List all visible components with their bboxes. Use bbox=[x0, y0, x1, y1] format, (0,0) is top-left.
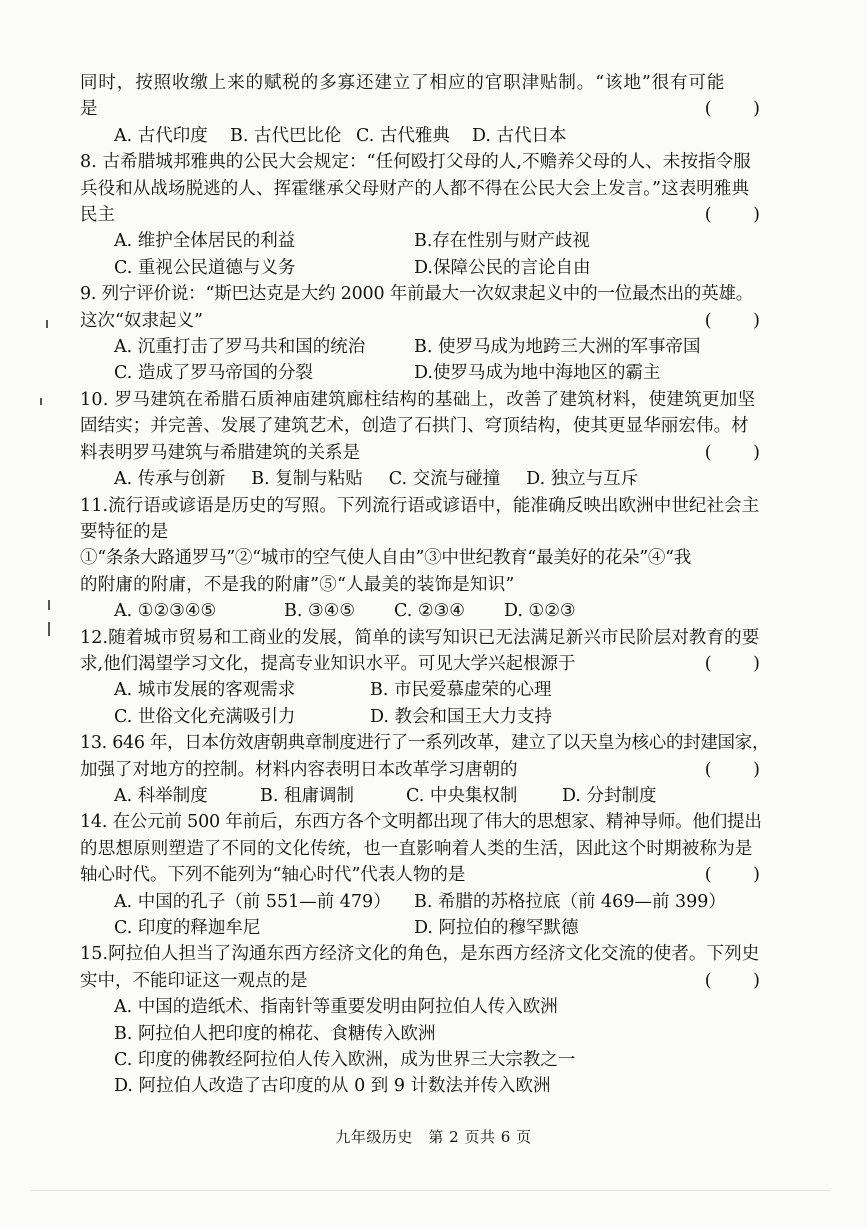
q11-line-4: 的附庸的附庸，不是我的附庸”⑤“人最美的装饰是知识” bbox=[80, 574, 515, 595]
q13-stem-end bbox=[80, 757, 780, 783]
q11-option-c[interactable]: C. ②③④ bbox=[394, 601, 465, 622]
q14-option-a[interactable]: A. 中国的孔子（前 551—前 479） bbox=[114, 891, 391, 912]
q12-line-2: 求,他们渴望学习文化，提高专业知识水平。可见大学兴起根源于 bbox=[80, 653, 576, 674]
q15-stem-end bbox=[80, 968, 780, 994]
q11-line-1: 11.流行语或谚语是历史的写照。下列流行语或谚语中，能准确反映出欧洲中世纪社会主 bbox=[80, 495, 760, 516]
q7-options bbox=[80, 123, 780, 149]
q11-line-3: ①“条条大路通罗马”②“城市的空气使人自由”③中世纪教育“最美好的花朵”④“我 bbox=[80, 548, 691, 569]
q7-answer-blank[interactable]: ( ) bbox=[704, 99, 778, 120]
q7-line-2: 是 bbox=[80, 99, 98, 120]
q8-options-row-2 bbox=[80, 255, 780, 281]
q12-options-row-1 bbox=[80, 677, 780, 703]
q10-option-b[interactable]: B. 复制与粘贴 bbox=[251, 469, 363, 490]
page-footer: 九年级历史 第 2 页共 6 页 bbox=[335, 1128, 532, 1146]
q9-option-c[interactable]: C. 造成了罗马帝国的分裂 bbox=[114, 363, 313, 384]
q9-options-row-1 bbox=[80, 334, 780, 360]
q8-answer-blank[interactable]: ( ) bbox=[704, 205, 778, 226]
q15-answer-blank[interactable]: ( ) bbox=[704, 970, 778, 991]
q13-option-a[interactable]: A. 科举制度 bbox=[114, 785, 208, 806]
q13-option-d[interactable]: D. 分封制度 bbox=[562, 785, 657, 806]
bottom-divider bbox=[30, 1190, 830, 1191]
q9-option-d[interactable]: D.使罗马成为地中海地区的霸主 bbox=[414, 363, 661, 384]
q15-option-c-row bbox=[80, 1047, 780, 1073]
scan-mark bbox=[48, 622, 50, 636]
q7-option-a[interactable]: A. 古代印度 bbox=[114, 125, 208, 146]
q13-option-c[interactable]: C. 中央集权制 bbox=[406, 785, 518, 806]
q8-option-b[interactable]: B.存在性别与财产歧视 bbox=[414, 231, 590, 252]
q11-option-d[interactable]: D. ①②③ bbox=[504, 601, 576, 622]
q13-line-2: 加强了对地方的控制。材料内容表明日本改革学习唐朝的 bbox=[80, 759, 518, 780]
q9-answer-blank[interactable]: ( ) bbox=[704, 310, 778, 331]
q15-line-1: 15.阿拉伯人担当了沟通东西方经济文化的角色，是东西方经济文化交流的使者。下列史 bbox=[80, 944, 760, 965]
q10-option-c[interactable]: C. 交流与碰撞 bbox=[388, 469, 501, 490]
q14-options-row-1 bbox=[80, 889, 780, 915]
q7-line-1: 同时，按照收缴上来的赋税的多寡还建立了相应的官职津贴制。“该地”很有可能 bbox=[80, 73, 726, 93]
scan-mark bbox=[48, 600, 50, 610]
q13-option-b[interactable]: B. 租庸调制 bbox=[260, 785, 354, 806]
q13-line-1: 13. 646 年，日本仿效唐朝典章制度进行了一系列改革，建立了以天皇为核心的封建国家， bbox=[80, 733, 770, 754]
q15-option-c[interactable]: C. 印度的佛教经阿拉伯人传入欧洲，成为世界三大宗教之一 bbox=[114, 1050, 576, 1071]
q12-answer-blank[interactable]: ( ) bbox=[704, 653, 778, 674]
q12-option-d[interactable]: D. 教会和国王大力支持 bbox=[370, 706, 553, 727]
q11-line-2: 要特征的是 bbox=[80, 521, 169, 542]
q8-line-3: 民主 bbox=[80, 205, 115, 226]
q14-option-c[interactable]: C. 印度的释迦牟尼 bbox=[114, 918, 261, 938]
q9-line-2: 这次“奴隶起义” bbox=[80, 310, 203, 331]
q14-option-d[interactable]: D. 阿拉伯的穆罕默德 bbox=[414, 918, 579, 938]
q14-answer-blank[interactable]: ( ) bbox=[704, 865, 778, 886]
q11-option-b[interactable]: B. ③④⑤ bbox=[284, 601, 356, 622]
q14-line-1: 14. 在公元前 500 年前后，东西方各个文明都出现了伟大的思想家、精神导师。他们提出 bbox=[80, 812, 762, 833]
q14-option-b[interactable]: B. 希腊的苏格拉底（前 469—前 399） bbox=[414, 891, 726, 912]
q14-line-3: 轴心时代。下列不能列为“轴心时代”代表人物的是 bbox=[80, 865, 466, 886]
q10-answer-blank[interactable]: ( ) bbox=[704, 442, 778, 463]
q9-line-1: 9. 列宁评价说：“斯巴达克是大约 2000 年前最大一次奴隶起义中的一位最杰出的英雄。 bbox=[80, 284, 754, 305]
q10-line-2: 固结实；并完善、发展了建筑艺术，创造了石拱门、穹顶结构，使其更显华丽宏伟。材 bbox=[80, 416, 749, 437]
q12-options-row-2 bbox=[80, 704, 780, 730]
q15-option-b[interactable]: B. 阿拉伯人把印度的棉花、食糖传入欧洲 bbox=[114, 1023, 436, 1044]
q8-line-2: 兵役和从战场脱逃的人、挥霍继承父母财产的人都不得在公民大会上发言。”这表明雅典 bbox=[80, 178, 750, 199]
q15-option-d-row bbox=[80, 1073, 780, 1099]
q8-option-c[interactable]: C. 重视公民道德与义务 bbox=[114, 257, 296, 278]
q15-option-b-row bbox=[80, 1021, 780, 1047]
q9-options-row-2 bbox=[80, 360, 780, 386]
q8-options-row-1 bbox=[80, 228, 780, 254]
q12-stem-end bbox=[80, 651, 780, 677]
q10-line-3: 料表明罗马建筑与希腊建筑的关系是 bbox=[80, 442, 360, 463]
q15-option-a-row bbox=[80, 994, 780, 1020]
scan-mark bbox=[46, 320, 48, 328]
q10-option-a[interactable]: A. 传承与创新 bbox=[114, 469, 226, 490]
q14-stem-end bbox=[80, 862, 780, 888]
q8-stem-end bbox=[80, 202, 780, 228]
q15-line-2: 实中，不能印证这一观点的是 bbox=[80, 970, 308, 991]
q7-option-b[interactable]: B. 古代巴比伦 bbox=[230, 125, 342, 146]
q9-stem-end bbox=[80, 308, 780, 334]
q15-option-d[interactable]: D. 阿拉伯人改造了古印度的从 0 到 9 计数法并传入欧洲 bbox=[114, 1076, 551, 1097]
q11-options bbox=[80, 598, 780, 624]
q15-option-a[interactable]: A. 中国的造纸术、指南针等重要发明由阿拉伯人传入欧洲 bbox=[114, 997, 558, 1018]
q12-line-1: 12.随着城市贸易和工商业的发展，简单的读写知识已无法满足新兴市民阶层对教育的要 bbox=[80, 627, 760, 648]
q14-line-2: 的思想原则塑造了不同的文化传统，也一直影响着人类的生活，因此这个时期被称为是 bbox=[80, 838, 753, 859]
q10-option-d[interactable]: D. 独立与互斥 bbox=[526, 469, 639, 490]
q7-stem-end bbox=[80, 96, 780, 122]
q10-stem-end bbox=[80, 440, 780, 466]
q10-line-1: 10. 罗马建筑在希腊石质神庙建筑廊柱结构的基础上，改善了建筑材料，使建筑更加坚 bbox=[80, 389, 756, 410]
q13-answer-blank[interactable]: ( ) bbox=[704, 759, 778, 780]
q10-options bbox=[80, 466, 780, 492]
q12-option-a[interactable]: A. 城市发展的客观需求 bbox=[114, 680, 296, 701]
q8-option-d[interactable]: D.保障公民的言论自由 bbox=[414, 257, 591, 278]
scan-mark bbox=[40, 398, 42, 405]
q7-option-d[interactable]: D. 古代日本 bbox=[472, 125, 567, 146]
q12-option-c[interactable]: C. 世俗文化充满吸引力 bbox=[114, 706, 296, 727]
q14-options-row-2 bbox=[80, 915, 780, 941]
question-list bbox=[80, 70, 780, 1100]
q9-option-a[interactable]: A. 沉重打击了罗马共和国的统治 bbox=[114, 337, 366, 358]
q8-option-a[interactable]: A. 维护全体居民的利益 bbox=[114, 231, 296, 252]
q8-line-1: 8. 古希腊城邦雅典的公民大会规定：“任何殴打父母的人,不赡养父母的人、未按指令服 bbox=[80, 152, 751, 173]
q11-option-a[interactable]: A. ①②③④⑤ bbox=[114, 601, 217, 622]
q12-option-b[interactable]: B. 市民爱慕虚荣的心理 bbox=[370, 680, 552, 701]
q13-options bbox=[80, 783, 780, 809]
q9-option-b[interactable]: B. 使罗马成为地跨三大洲的军事帝国 bbox=[414, 337, 701, 358]
q7-option-c[interactable]: C. 古代雅典 bbox=[356, 125, 450, 146]
